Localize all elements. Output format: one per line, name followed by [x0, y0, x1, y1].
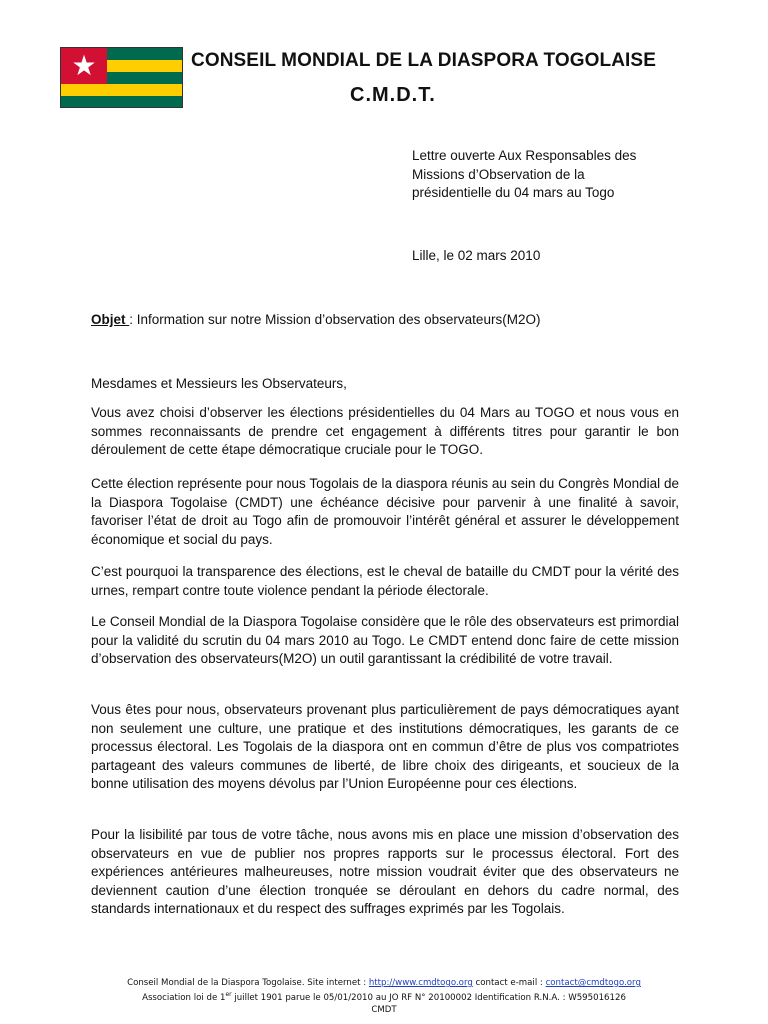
- subject-label: Objet: [91, 312, 130, 327]
- organization-title: CONSEIL MONDIAL DE LA DIASPORA TOGOLAISE: [191, 50, 656, 71]
- addressee-line: Missions d’Observation de la: [412, 166, 585, 182]
- footer-registration-part1: Association loi de 1: [142, 992, 226, 1003]
- footer-line: CMDT: [371, 1004, 397, 1015]
- body-paragraph: C’est pourquoi la transparence des élections, est le cheval de bataille du CMDT pour la vérité des urnes, rempart contre toute violence pendant la période électorale.: [91, 564, 679, 598]
- body-paragraph: Vous avez choisi d’observer les élections présidentielles du 04 Mars au TOGO et nous vous en sommes reconnaissants de prendre cet engagement à différents titres pour garantir le bon déroulement de cette étape démocratique cruciale pour le TOGO.: [91, 405, 679, 458]
- place-date: Lille, le 02 mars 2010: [412, 248, 541, 263]
- body-paragraph: Pour la lisibilité par tous de votre tâche, nous avons mis en place une mission d’observation des observateurs en vue de publier nos propres rapports sur le processus électoral. Fort des expériences antérieures malheureuses, notre mission voudrait éviter que des observateurs ne deviennent caution d’une élection tronquée se déroulant en dehors du cadre normal, des standards internationaux et du respect des suffrages exprimés par les Togolais.: [91, 827, 679, 917]
- footer-line: [0, 977, 768, 989]
- footer-registration-part2: juillet 1901 parue le 05/01/2010 au JO RF N° 20100002 Identification R.N.A. : W595016126: [231, 992, 626, 1003]
- website-link[interactable]: http://www.cmdtogo.org: [368, 978, 473, 988]
- body-paragraph: Cette élection représente pour nous Togolais de la diaspora réunis au sein du Congrès Mondial de la Diaspora Togolaise (CMDT) une échéance décisive pour parvenir à une finalité à savoir, favoriser l’état de droit au Togo afin de promouvoir l’intérêt général et assurer le développement économique et social du pays.: [91, 476, 679, 547]
- subject-text: : Information sur notre Mission d’observation des observateurs(M2O): [129, 312, 541, 327]
- flag-stripe-yellow: [61, 84, 182, 96]
- letter-subject: [91, 312, 540, 327]
- togo-flag: [60, 47, 183, 108]
- organization-acronym: C.M.D.T.: [350, 84, 436, 106]
- star-icon: ★: [71, 50, 97, 81]
- footer-prefix: Conseil Mondial de la Diaspora Togolaise. Site internet :: [127, 978, 369, 988]
- letter-addressee: [412, 147, 636, 203]
- salutation: Mesdames et Messieurs les Observateurs,: [91, 376, 347, 391]
- flag-stripe-green: [61, 96, 182, 107]
- body-paragraph: Le Conseil Mondial de la Diaspora Togolaise considère que le rôle des observateurs est primordial pour la validité du scrutin du 04 mars 2010 au Togo. Le CMDT entend donc faire de cette mission d’observation des observateurs(M2O) un outil garantissant la crédibilité de votre travail.: [91, 614, 679, 667]
- email-link[interactable]: contact@cmdtogo.org: [545, 978, 641, 988]
- addressee-line: Lettre ouverte Aux Responsables des: [412, 148, 637, 163]
- flag-canton: [61, 48, 107, 84]
- body-paragraph: Vous êtes pour nous, observateurs provenant plus particulièrement de pays démocratiques ayant non seulement une culture, une pratique et des institutions démocratiques, les garants de ce processus électoral. Les Togolais de la diaspora ont en commun d’être de plus vos compatriotes partageant des valeurs communes de liberté, de libre choix des dirigeants, et soucieux de la bonne utilisation des moyens dévolus par l’Union Européenne pour ces élections.: [91, 702, 679, 792]
- footer-line: [0, 989, 768, 1004]
- addressee-line: présidentielle du 04 mars au Togo: [412, 185, 615, 200]
- page-footer: [0, 977, 768, 1016]
- footer-middle: contact e-mail :: [472, 978, 546, 988]
- footer-superscript: er: [225, 991, 232, 998]
